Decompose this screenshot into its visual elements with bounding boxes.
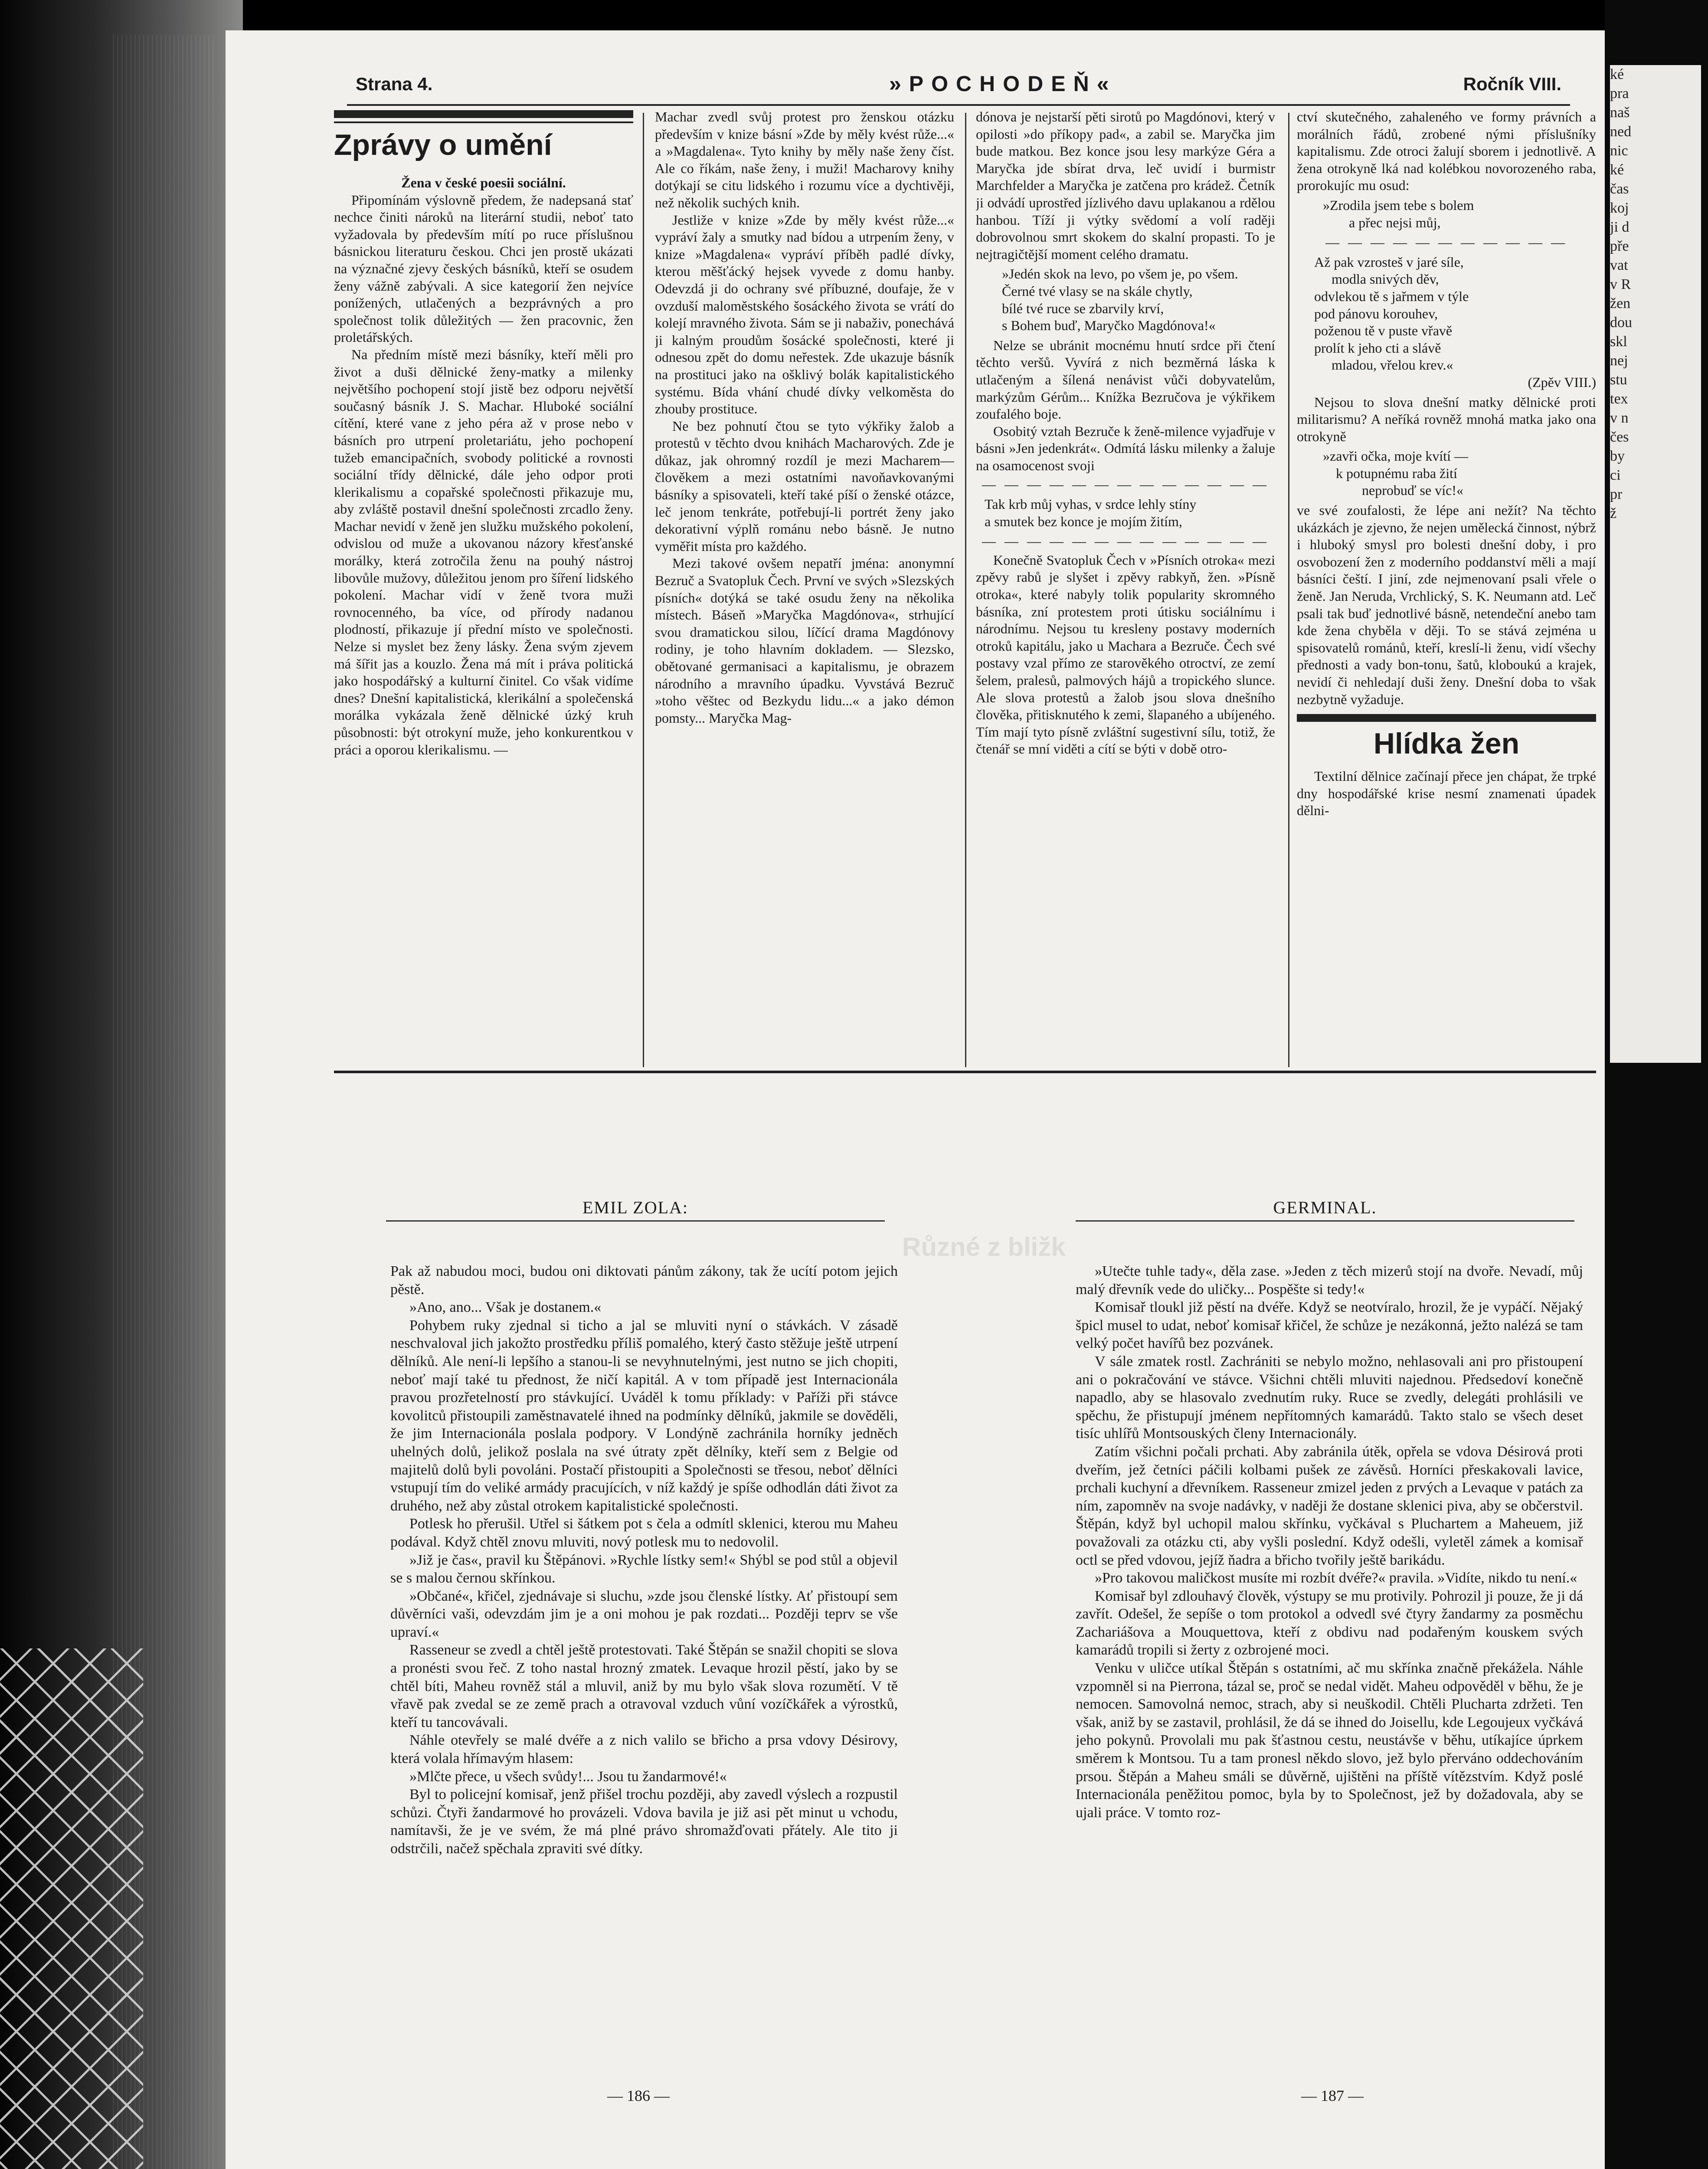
fragment-line: by [1610,448,1625,464]
newspaper-page [226,30,1605,2169]
paragraph: Ne bez pohnutí čtou se tyto výkřiky žalob a protestů v těchto dvou knihách Macharových. Zde je důkaz, jak ohromný rozdíl je mezi Macharem—člověkem a mezi ostatními navoňavkovanými básníky a spisovateli, kteří také píší o ženské otázce, leč jenom tenkráte, potřebují-li portrét ženy jako dekorativní výplň románu nebo básně. Je nutno vyměřit místa pro každého. [655,418,954,554]
poem-excerpt [1314,254,1596,391]
column-4 [1297,108,1596,1067]
next-page-fragment [1610,65,1701,1063]
poem-line: »Zrodila jsem tebe s bolem [1323,197,1474,213]
poem-line: odvlekou tě s jařmem v týle [1314,288,1469,304]
fragment-line: pr [1610,486,1623,502]
fragment-line: stu [1610,372,1627,388]
paragraph: Zatím všichni počali prchati. Aby zabránila útěk, opřela se vdova Désirová proti dveřím, jež četníci páčili kolbami pušek ze závěsů. Horníci přeskakovali lavice, prchali kuchyní a dřevníkem. Rasseneur zmizel jeden z prvých a Levaque v patách za ním, zapomněv na svoje nadávky, v naději že dostane sklenici piva, aby se občerstvil. Štěpán, když byl uchopil malou skřínku, vyčkával s Pluchartem a Maheuem, již považovali za otázku cti, aby vyšli poslední. Když odešli, vyletěl zámek a komisař octl se před vdovou, jejíž ňadra a břicho tvořily ještě barikádu. [1076,1443,1583,1568]
volume-label: Ročník VIII. [1463,74,1561,94]
section-title: Zprávy o umění [334,128,552,161]
poem-excerpt [985,496,1275,530]
poem-line: Tak krb můj vyhas, v srdce lehly stíny [985,496,1197,512]
ellipsis-dashes: — — — — — — — — — — — — — [982,533,1269,549]
fragment-line: v R [1610,276,1631,292]
paragraph: »Již je čas«, pravil ku Štěpánovi. »Rychle lístky sem!« Shýbl se pod stůl a objevil se s malou černou skřínkou. [390,1552,898,1586]
poem-citation: (Zpěv VIII.) [1528,374,1596,390]
fragment-line: ned [1610,124,1632,140]
novel-title-text: GERMINAL. [1273,1198,1377,1217]
show-through-text: Různé z bližk [902,1232,1066,1261]
paragraph: Osobitý vztah Bezruče k ženě-milence vyjadřuje v básni »Jen jedenkrát«. Odmítá lásku milenky a žaluje na osamocenost svoji [976,423,1275,473]
paragraph: ve své zoufalosti, že lépe ani nežít? Na těchto ukázkách je zjevno, že nejen umělecká činnost, nýbrž i hluboký smysl pro bolesti dnešní doby, i pro osvobození žen z moderního poddanství měli a mají básníci čeští. I jiní, zde nejmenovaní psali vřele o ženě. Jan Neruda, Vrchlický, S. K. Neumann atd. Leč psali tak buď jednotlivé básně, netendeční anebo tam kde žena chyběla v ději. To se stává zejména u spisovatelů románů, kteří, kreslí-li ženu, vidí všechy přednosti a vady bon-tonu, šatů, kloboukú a krajek, nevidí či nehledají duši ženy. Dnešní doba to však nezbytně vyžaduje. [1297,502,1596,707]
poem-line: modla snivých děv, [1332,271,1439,287]
column-rule [965,113,966,1067]
paragraph: »Občané«, křičel, zjednávaje si sluchu, »zde jsou členské lístky. Ať přistoupí sem důvěrníci vaši, odevzdám jim je a oni mohou je pak rozdati... Později teprv se vše upraví.« [390,1588,898,1640]
title-rule [386,1220,885,1222]
poem-line: poženou tě v puste vřavě [1314,323,1453,339]
fragment-line: nic [1610,143,1628,159]
paragraph: Textilní dělnice začínají přece jen chápat, že trpké dny hospodářské krise nesmí znamenati úpadek dělni- [1297,768,1596,819]
fragment-line: naš [1610,105,1630,121]
article-subtitle: Žena v české poesii sociální. [401,175,566,190]
novel-title [1076,1197,1574,1222]
poem-line: Černé tvé vlasy se na skále chytly, [1002,283,1193,299]
page-folio-left: — 186 — [607,2087,670,2104]
page-folio-right: — 187 — [1301,2087,1364,2104]
novel-author [386,1197,885,1222]
poem-line: s Bohem buď, Maryčko Magdónova!« [1002,318,1216,334]
paragraph: V sále zmatek rostl. Zachrániti se nebylo možno, nehlasovali ani pro přistoupení ani o pokračování ve stávce. Všichni chtěli mluviti najednou. Předsedoví konečně napadlo, aby se hlasovalo zvednutím ruky. Ruce se zvedly, delegáti prohlásili ve spěchu, že přistupují jménem nepřítomných kamarádů. Takto stalo se všech deset tisíc uhlířů Montsouských členy Internacionály. [1076,1353,1583,1442]
paragraph: Machar zvedl svůj protest pro ženskou otázku především v knize básní »Zde by měly kvést růže...« a »Magdalena«. Tyto knihy by měly naše ženy číst. Ale co říkám, naše ženy, i muži! Macharovy knihy dotýkají se citu lidského i rozumu více a dychtivěji, než několik suchých knih. [655,109,954,210]
column-1 [334,108,633,1067]
paragraph: Byl to policejní komisař, jenž přišel trochu později, aby zavedl výslech a rozpustil schůzi. Čtyři žandarmové ho provázeli. Vdova bavila je již asi pět minut u vchodu, namítavši, že je ve svém, že má plné právo shromažďovati přátely. Ale tito ji odstrčili, načež spěchala zpraviti své dítky. [390,1786,898,1857]
page-number: Strana 4. [356,74,433,94]
novel-right-column [1076,1262,1583,2052]
paragraph: »Pro takovou maličkost musíte mi rozbít dvéře?« pravila. »Vidíte, nikdo tu není.« [1095,1570,1577,1586]
paragraph: ctví skutečného, zahaleného ve formy právních a morálních řádů, zrobené nými příslušníky kapitalismu. Zde otroci žalují sborem i jednotlivě. A žena otrokyně lká nad kolébkou novorozeného raba, prorokujíc mu osud: [1297,109,1596,193]
section-bar-thin [334,121,633,123]
running-header [356,65,1561,100]
header-rule [347,104,1570,106]
poem-line: a přec nejsi můj, [1349,214,1441,230]
fragment-line: pra [1610,85,1629,102]
section-bar [1297,714,1596,722]
title-rule [1076,1220,1574,1222]
poem-line: k potupnému raba žití [1336,465,1457,481]
paragraph: »Ano, ano... Však je dostanem.« [409,1299,602,1316]
paragraph: Nejsou to slova dnešní matky dělnické proti militarismu? A neříká rovněž mnohá matka jako ona otrokyně [1297,394,1596,444]
poem-line: bílé tvé ruce se zbarvily krví, [1002,300,1164,316]
fragment-line: ké [1610,66,1624,82]
paragraph: Komisař byl zdlouhavý člověk, výstupy se mu protivily. Pohrozil ji pouze, že ji dá zavřít. Odešel, že sepíše o tom protokol a odvedl své čtyry žandarmy za posměchu Zachariášova a Mouquettova, kteří z obdivu nad podařeným kouskem svých kamarádů tropili si žerty z ozbrojené moci. [1076,1588,1583,1658]
fragment-line: ji d [1610,219,1629,235]
fragment-line: pře [1610,238,1629,254]
paragraph: Pohybem ruky zjednal si ticho a jal se mluviti nyní o stávkách. V zásadě neschvaloval jich jakožto prostředku příliš pomalého, který často stěžuje ještě utrpení dělníků. Ale není-li lepšího a stanou-li se nevyhnutelnými, jest nutno se jich chopiti, neboť mají také tu přednost, že ničí kapitál. A v tom případě jest Internacionála pravou prozřetelností pro stávkující. Uváděl k tomu příklady: v Paříži při stávce kovolitců přistoupili zaměstnavatelé ihned na podmínky dělníků, jakmile se dověděli, že jim Internacionála poslala podpory. V Londýně zachránila horníky jedněch uhelných dolů, jelikož poslala na své útraty zpět dělníky, kteří sem z Belgie od majitelů dolů byli povoláni. Postačí přistoupiti a Společnosti se třesou, neboť dělníci vstupují tím do veliké armády pracujících, v níž každý je spíše odhodlán dáti život za druhého, než aby zůstal otrokem kapitalistické společnosti. [390,1317,898,1514]
column-3 [976,108,1275,1067]
paragraph: Rasseneur se zvedl a chtěl ještě protestovati. Také Štěpán se snažil chopiti se slova a pronésti svou řeč. Z toho nastal hrozný zmatek. Levaque hrozil pěstí, jako by se chtěl bíti, Maheu rovněž stál a mluvil, aniž by mu bylo však slova rozumětí. V tě vřavě pak zvedal se ze země prach a otravoval vzduch vůní vozíčkářek a výrostků, kteří tu tancovávali. [390,1642,898,1730]
paragraph: Potlesk ho přerušil. Utřel si šátkem pot s čela a odmítl sklenici, kterou mu Maheu podával. Když chtěl znovu mluviti, nový potlesk mu to nedovolil. [390,1516,898,1550]
fragment-line: čas [1610,181,1629,197]
paragraph: Jestliže v knize »Zde by měly kvést růže...« vypráví žaly a smutky nad bídou a utrpením ženy, v knize »Magdalena« vypráví příběh padlé dívky, kterou měšťácký hejsek vyvede z domu hanby. Odevzdá ji do ochrany své příbuzné, doufaje, že v ovzduší maloměstského šosáckého života se vrátí do kolejí mravného života. Sám se ji nabaživ, ponechává ji kalným proudům šosácké společnosti, které ji odnesou zpět do domu neřestek. Zde ukazuje básník na prostituci jako na ošklivý bolák kapitalistického systému. Bída vhání chudé dívky velkoměsta do zhouby prostituce. [655,212,954,417]
paragraph: Konečně Svatopluk Čech v »Písních otroka« mezi zpěvy rabů je slyšet i zpěvy rabkyň, žen. »Písně otroka«, které nabyly tolik popularity skromného básníka, zní protestem proti útisku sociálnímu i národnímu. Nejsou tu kresleny postavy moderních otroků kapitálu, jako u Machara a Bezruče. Čech své postavy vzal přímo ze starověkého otroctví, ze zemí šelem, pralesů, palmových hájů a tropického slunce. Ale slova protestů a žalob jsou slova dnešního člověka, přitisknutého k zemi, šlapaného a ubíjeného. Tím mají tyto písně zvláštní sugestivní sílu, totiž, že čtenář se mní viděti a cítí se býti v době otro- [976,552,1275,757]
upper-section-bottom-rule [334,1071,1596,1073]
novel-left-column [390,1262,898,2061]
ellipsis-dashes: — — — — — — — — — — — — — [982,476,1269,492]
poem-excerpt [1323,448,1596,499]
column-2 [655,108,954,1067]
fragment-line: čes [1610,429,1629,445]
fragment-line: skl [1610,334,1627,350]
poem-line: prolít k jeho cti a slávě [1314,340,1441,356]
column-rule [1288,113,1289,1067]
fragment-line: ké [1610,162,1624,178]
poem-excerpt [1002,265,1275,334]
poem-line: mladou, vřelou krev.« [1332,357,1453,373]
paragraph: Komisař tloukl již pěstí na dvéře. Když se neotvíralo, hrozil, že je vypáčí. Nějaký špicl musel to udat, neboť komisař křičel, že schůze je nezákonná, ježto nalézá se tam velký počet havířů bez pozvánek. [1076,1299,1583,1352]
paragraph: Mezi takové ovšem nepatří jména: anonymní Bezruč a Svatopluk Čech. První ve svých »Slezských písních« dotýká se také osudu ženy na několika místech. Báseň »Maryčka Magdónova«, strhující svou dramatickou silou, líčící drama Magdónovy rodiny, je toho hlavním dokladem. — Slezsko, obětované germanisaci a kapitalismu, je obrazem národního a mravního úpadku. Vyvstává Bezruč »toho věštec od Bezkydu lidu...« a jako démon pomsty... Maryčka Mag- [655,555,954,726]
paragraph: Náhle otevřely se malé dvéře a z nich valilo se břicho a prsa vdovy Désirovy, která volala hřímavým hlasem: [390,1732,898,1767]
section-title: Hlídka žen [1373,727,1520,760]
paragraph: »Mlčte přece, u všech svůdy!... Jsou tu žandarmové!« [409,1768,727,1785]
fragment-line: žen [1610,295,1631,311]
fragment-line: koj [1610,200,1629,216]
column-rule [643,113,644,1067]
fragment-line: dou [1610,315,1632,331]
paragraph: Na předním místě mezi básníky, kteří měli pro život a duši dělnické ženy-matky a milenky největšího pochopení stojí jistě bez odporu největší současný básník J. S. Machar. Hluboké sociální cítění, které vane z jeho péra až v prose nebo v básních pro utrpení proletariátu, jeho pochopení tužeb emancipačních, svobody politické a rovnosti sociální třídy dělnické, dále jeho odpor proti klerikalismu a copařské společnosti přikazuje mu, aby zvláště postavil dnešní společnosti zrcadlo ženy. Machar nevidí v ženě jen služku mužského pokolení, odvislou od muže a ukovanou názory křesťanské morálky, která zotročila ženu na pouhý nástroj libovůle mužovy, důležitou jenom pro šíření lidského pokolení. Machar vidí v ženě tvora muži rovnocenného, ba více, od přírody nadanou plodností, přikazuje jí přední místo ve společnosti. Nelze si myslet bez ženy lásky. Žena svým zjevem má šířit jas a kouzlo. Žena má mít i práva politická jako hospodářský a kulturní činitel. Co však vidíme dnes? Dnešní kapitalistická, klerikální a společenská morálka vykázala ženě dělnické úzký kruh působnosti: být otrokyní muže, jeho konkurentkou v práci a oporou klerikalismu. — [334,346,633,757]
fragment-line: v n [1610,410,1629,426]
poem-line: »Jedén skok na levo, po všem je, po všem. [1002,266,1238,282]
grid-paper-scrap [0,1648,143,2169]
fragment-line: tex [1610,391,1628,407]
fragment-line: nej [1610,353,1628,369]
paragraph: »Utečte tuhle tady«, děla zase. »Jeden z těch mizerů stojí na dvoře. Nevadí, můj malý dřevník vede do uličky... Pospěšte si tedy!« [1076,1263,1583,1297]
paragraph: Nelze se ubránit mocnému hnutí srdce při čtení těchto veršů. Vyvírá z nich bezměrná láska k utlačeným a šílená nenávist vůči dobyvatelům, markýzům Gérům... Knížka Bezručova je výkřikem zoufalého boje. [976,337,1275,422]
poem-line: pod pánovu korouhev, [1314,305,1438,321]
fragment-line: vat [1610,257,1628,273]
paragraph: Pak až nabudou moci, budou oni diktovati pánům zákony, tak že ucítí potom jejich pěstě. [390,1263,898,1297]
poem-line: a smutek bez konce je mojím žitím, [985,513,1182,529]
masthead-title: »POCHODEŇ« [889,72,1117,96]
section-bar [334,110,633,118]
paragraph: dónova je nejstarší pěti sirotů po Magdónovi, který v opilosti »do příkopy pad«, a zabil se. Maryčka jim bude matkou. Bez konce jsou lesy markýze Géra a Maryčka jde sbírat drva, leč uvidí i burmistr Marchfelder a Maryčka je zatčena pro krádež. Četník ji odvádí uprostřed jízlivého davu uplakanou a rdělou hanbou. Tíží ji výtky svědomí a volí raději dobrovolnou smrt skokem do skalní propasti. To je nejtragičtější moment celého dramatu. [976,109,1275,262]
fragment-line: ž [1610,505,1617,521]
poem-line: »zavři očka, moje kvítí — [1323,448,1469,464]
poem-line: neprobuď se víc!« [1362,482,1463,498]
paragraph: Připomínám výslovně předem, že nadepsaná stať nechce činiti nároků na literární studii, neboť tato vyžadovala by především mítí po ruce příslušnou básnickou literaturu českou. Chci jen prostě ukázati na význačné zjevy českých básníků, kteří se osudem ženy vážně zabývali. A sice kategorií žen nejvíce ponížených, utlačených a bezprávných a pro společnost tolik důležitých — žen pracovnic, žen proletářských. [334,192,633,345]
paragraph: Venku v uličce utíkal Štěpán s ostatními, ač mu skřínka značně překážela. Náhle vzpomněl si na Pierrona, tázal se, proč se nedal vidět. Maheu odpověděl v běhu, že je nemocen. Samovolná nemoc, strach, aby si neuškodil. Chtěli Plucharta zdržeti. Ten však, aniž by se zastavil, prohlásil, že dá se ihned do Joisellu, kde Legoujeux vyčkává jeho pokynů. Provolali mu pak šťastnou cestu, neustávše v běhu, utíkajíce úprkem směrem k Montsou. Tu a tam pronesl někdo slovo, jež bylo přerváno oddechováním prsou. Štěpán a Maheu smáli se důvěrně, ujištěni na příště vítězstvím. Když poslé Internacionála peněžitou pomoc, byla by to Společnost, jež by dožadovala, aby se ujali práce. V tomto roz- [1076,1660,1583,1821]
poem-excerpt [1323,197,1596,231]
poem-line: Až pak vzrosteš v jaré síle, [1314,254,1464,270]
fragment-line: ci [1610,467,1621,483]
ellipsis-dashes: — — — — — — — — — — — [1325,234,1567,250]
novel-author-text: EMIL ZOLA: [582,1198,689,1217]
